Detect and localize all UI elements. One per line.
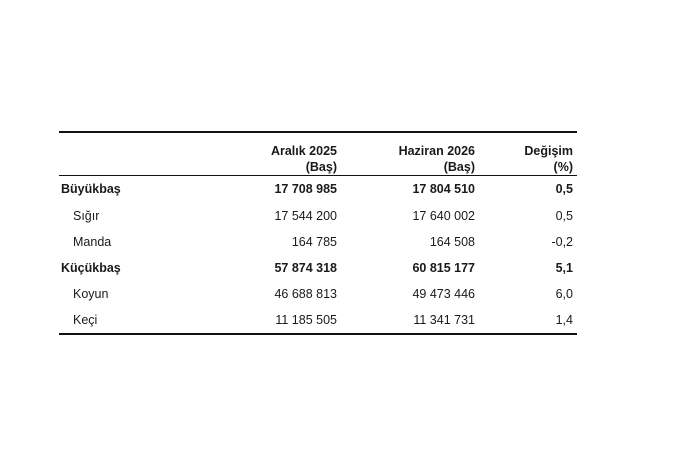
column-header-unit: (Baş) xyxy=(443,160,475,174)
livestock-table xyxy=(59,131,577,335)
column-header-title: Değişim xyxy=(524,144,573,158)
value-aralik-2025: 11 185 505 xyxy=(275,313,337,327)
value-degisim: 0,5 xyxy=(555,182,573,196)
table-header xyxy=(59,133,577,175)
value-aralik-2025: 17 544 200 xyxy=(274,209,337,223)
value-degisim: -0,2 xyxy=(551,235,573,249)
value-degisim: 0,5 xyxy=(555,209,573,223)
value-degisim: 6,0 xyxy=(555,287,573,301)
table-body xyxy=(59,176,577,333)
value-degisim: 1,4 xyxy=(555,313,573,327)
value-aralik-2025: 57 874 318 xyxy=(274,261,337,275)
column-header-title: Haziran 2026 xyxy=(398,144,475,158)
table-bottom-rule xyxy=(59,333,577,335)
value-haziran-2026: 17 640 002 xyxy=(412,209,475,223)
column-header-unit: (Baş) xyxy=(305,160,337,174)
value-haziran-2026: 60 815 177 xyxy=(412,261,475,275)
table-row-koyun xyxy=(59,281,577,307)
value-haziran-2026: 49 473 446 xyxy=(412,287,475,301)
value-aralik-2025: 164 785 xyxy=(291,235,337,249)
column-header-aralik-2025 xyxy=(271,143,337,175)
value-aralik-2025: 46 688 813 xyxy=(274,287,337,301)
value-haziran-2026: 164 508 xyxy=(429,235,475,249)
row-label: Manda xyxy=(73,235,112,249)
table-row-keci xyxy=(59,307,577,333)
value-haziran-2026: 17 804 510 xyxy=(412,182,475,196)
table-row-sigir xyxy=(59,203,577,229)
column-header-unit: (%) xyxy=(553,160,573,174)
value-degisim: 5,1 xyxy=(555,261,573,275)
table-row-kucukbas xyxy=(59,255,577,281)
row-label: Koyun xyxy=(73,287,109,301)
row-label: Büyükbaş xyxy=(61,182,121,196)
value-aralik-2025: 17 708 985 xyxy=(274,182,337,196)
row-label: Keçi xyxy=(73,313,98,327)
row-label: Sığır xyxy=(73,209,100,223)
column-header-haziran-2026 xyxy=(399,143,475,175)
column-header-title: Aralık 2025 xyxy=(270,144,337,158)
value-haziran-2026: 11 341 731 xyxy=(413,313,475,327)
table-row-buyukbas xyxy=(59,176,577,203)
column-header-degisim xyxy=(524,143,573,175)
row-label: Küçükbaş xyxy=(61,261,121,275)
table-row-manda xyxy=(59,229,577,255)
